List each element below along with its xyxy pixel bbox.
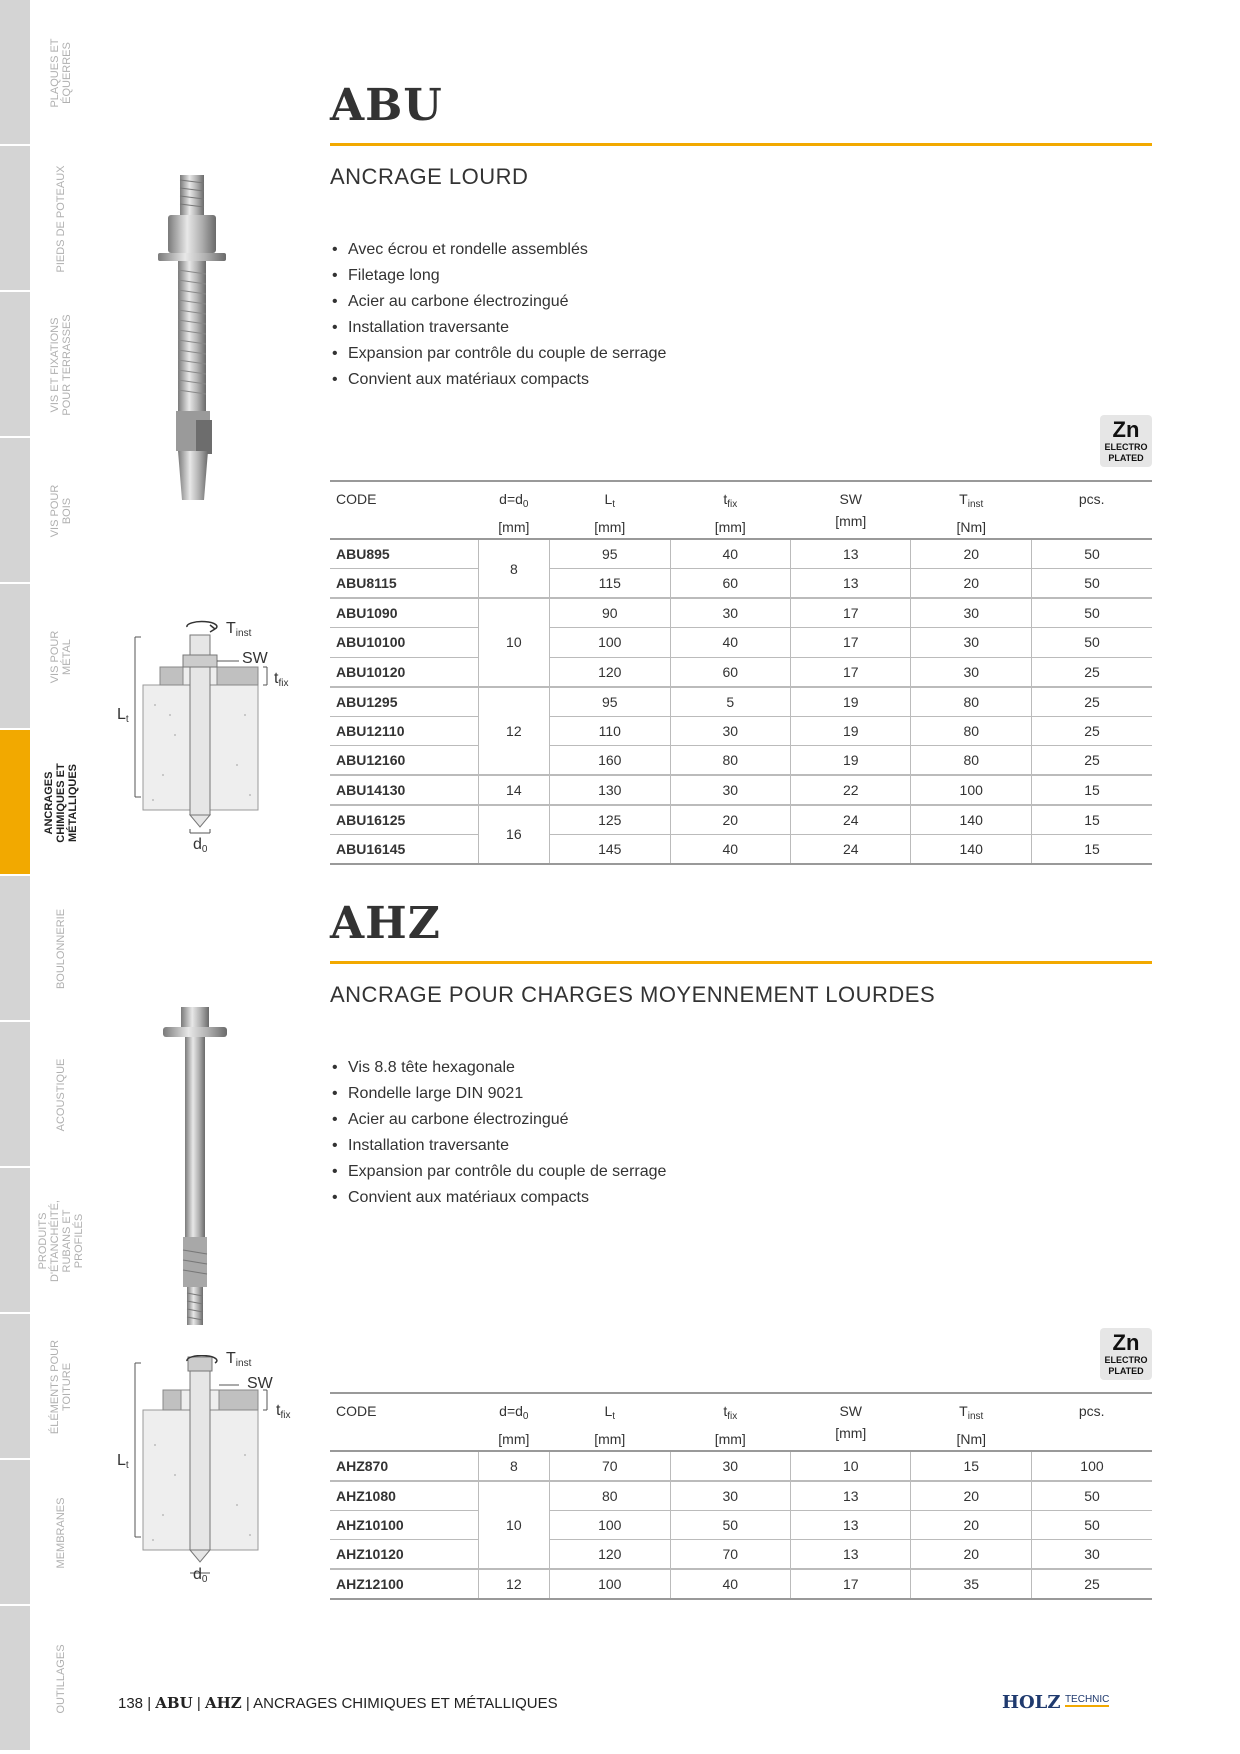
cell-diameter: 10 (478, 1481, 549, 1570)
col-length: $L_t$ [mm] (550, 1393, 670, 1451)
feature-item: • Convient aux matériaux compacts (330, 1185, 666, 1211)
cell-value: 100 (550, 1510, 670, 1540)
cell-value: 35 (911, 1569, 1031, 1599)
side-tab-bar[interactable] (0, 1460, 30, 1606)
cell-value: 30 (670, 1481, 790, 1511)
side-tab-label-line: D'ÉTANCHÉITÉ, (49, 1200, 61, 1282)
footer-section: ANCRAGES CHIMIQUES ET MÉTALLIQUES (253, 1695, 558, 1712)
cell-value: 40 (670, 1569, 790, 1599)
side-tab-label-line: VIS POUR (49, 630, 61, 684)
feature-item: • Installation traversante (330, 315, 666, 341)
footer-sep: | (196, 1695, 201, 1712)
cell-value: 130 (550, 775, 670, 805)
cell-value: 70 (550, 1451, 670, 1481)
col-tinst: $T_{inst}$ [Nm] (911, 481, 1031, 539)
footer-ahz: AHZ (204, 1694, 242, 1712)
cell-value: 50 (1031, 598, 1152, 628)
table-row (330, 716, 1152, 746)
cell-diameter: 10 (478, 598, 549, 687)
cell-value: 80 (911, 687, 1031, 717)
cell-value: 15 (1031, 834, 1152, 864)
cell-value: 50 (1031, 569, 1152, 599)
side-tab-label-line: TOITURE (61, 1362, 73, 1412)
col-pcs: pcs. (1031, 481, 1152, 539)
cell-code: AHZ870 (330, 1451, 478, 1481)
side-tab-label[interactable] (36, 452, 86, 570)
col-tfix: $t_{fix}$ [mm] (670, 1393, 790, 1451)
cell-value: 50 (1031, 539, 1152, 569)
cell-diameter: 8 (478, 1451, 549, 1481)
cell-value: 40 (670, 539, 790, 569)
cell-value: 13 (791, 1481, 911, 1511)
cell-value: 95 (550, 539, 670, 569)
side-tab-bar[interactable] (0, 146, 30, 292)
feature-item: • Rondelle large DIN 9021 (330, 1081, 666, 1107)
page-footer (118, 1694, 558, 1712)
feature-item: • Convient aux matériaux compacts (330, 367, 666, 393)
holz-technic-logo (1002, 1692, 1122, 1716)
side-tab-label-line: MÉTALLIQUES (67, 764, 79, 843)
side-tab-label[interactable] (36, 14, 86, 132)
cell-diameter: 12 (478, 1569, 549, 1599)
cell-value: 17 (791, 1569, 911, 1599)
side-tab-label-line: ÉLÉMENTS POUR (49, 1339, 61, 1435)
cell-value: 24 (791, 805, 911, 835)
cell-value: 19 (791, 746, 911, 776)
abu-diagram-tfix-label: $t_{fix}$ (274, 670, 289, 689)
cell-value: 90 (550, 598, 670, 628)
table-header-row (330, 1393, 1152, 1451)
table-row (330, 1510, 1152, 1540)
cell-value: 60 (670, 657, 790, 687)
side-tab-label[interactable] (36, 1620, 86, 1738)
side-tab-label-line: OUTILLAGES (55, 1644, 67, 1714)
cell-value: 95 (550, 687, 670, 717)
zn-symbol: Zn (1112, 417, 1140, 442)
side-tab-label[interactable] (36, 1036, 86, 1154)
cell-code: ABU1090 (330, 598, 478, 628)
cell-value: 115 (550, 569, 670, 599)
footer-sep: | (245, 1695, 250, 1712)
cell-value: 80 (550, 1481, 670, 1511)
side-tab-bar[interactable] (0, 876, 30, 1022)
side-tab-label-line: RUBANS ET PROFILÉS (61, 1209, 85, 1273)
cell-value: 30 (670, 598, 790, 628)
ahz-table (330, 1392, 1152, 1600)
cell-value: 10 (791, 1451, 911, 1481)
cell-value: 20 (911, 569, 1031, 599)
cell-code: ABU12110 (330, 716, 478, 746)
col-code: CODE (330, 1393, 478, 1451)
table-row (330, 687, 1152, 717)
cell-value: 100 (911, 775, 1031, 805)
side-tab-label-line: PRODUITS (37, 1212, 49, 1270)
ahz-title-rule (330, 961, 1152, 964)
ahz-title: AHZ (330, 898, 441, 949)
cell-code: ABU16145 (330, 834, 478, 864)
cell-value: 13 (791, 539, 911, 569)
cell-value: 30 (670, 775, 790, 805)
cell-value: 13 (791, 1540, 911, 1570)
cell-diameter: 16 (478, 805, 549, 864)
cell-value: 100 (550, 1569, 670, 1599)
cell-value: 20 (911, 539, 1031, 569)
ahz-diagram-sw-label: SW (247, 1375, 273, 1392)
abu-anchor-photo (150, 170, 240, 510)
abu-diagram-d0-label: $d_0$ (193, 836, 208, 855)
side-tab-label-line: PIEDS DE POTEAUX (55, 165, 67, 273)
side-tab-label[interactable] (36, 1182, 86, 1300)
cell-diameter: 12 (478, 687, 549, 776)
cell-value: 15 (1031, 775, 1152, 805)
cell-value: 19 (791, 716, 911, 746)
cell-value: 80 (670, 746, 790, 776)
feature-item: • Expansion par contrôle du couple de serrage (330, 341, 666, 367)
ahz-diagram-tinst-label: $T_{inst}$ (226, 1350, 252, 1369)
cell-code: ABU1295 (330, 687, 478, 717)
cell-code: AHZ10100 (330, 1510, 478, 1540)
abu-installation-diagram (115, 615, 295, 860)
side-tab-label-line: ÉQUERRES (61, 42, 73, 104)
abu-zn-badge (1100, 415, 1152, 467)
col-diameter: $d=d_0$ [mm] (478, 1393, 549, 1451)
zn-symbol: Zn (1112, 1330, 1140, 1355)
cell-value: 50 (1031, 628, 1152, 658)
cell-value: 30 (911, 657, 1031, 687)
cell-value: 25 (1031, 687, 1152, 717)
cell-value: 100 (550, 628, 670, 658)
cell-code: AHZ1080 (330, 1481, 478, 1511)
abu-diagram-tinst-label: $T_{inst}$ (226, 620, 252, 639)
side-tab-bar[interactable] (0, 0, 30, 146)
cell-value: 17 (791, 598, 911, 628)
ahz-diagram-d0-label: $d_0$ (193, 1566, 208, 1585)
cell-value: 25 (1031, 657, 1152, 687)
cell-value: 13 (791, 1510, 911, 1540)
table-row (330, 628, 1152, 658)
cell-value: 125 (550, 805, 670, 835)
cell-value: 17 (791, 657, 911, 687)
cell-code: ABU895 (330, 539, 478, 569)
cell-value: 70 (670, 1540, 790, 1570)
side-tab-label[interactable] (36, 160, 86, 278)
cell-value: 100 (1031, 1451, 1152, 1481)
feature-item: • Filetage long (330, 263, 666, 289)
cell-value: 20 (911, 1481, 1031, 1511)
side-tab-bar[interactable] (0, 292, 30, 438)
col-diameter: $d=d_0$ [mm] (478, 481, 549, 539)
side-tab-label-line: MEMBRANES (55, 1497, 67, 1569)
cell-value: 80 (911, 746, 1031, 776)
cell-value: 25 (1031, 716, 1152, 746)
abu-diagram-lt-label: $L_t$ (117, 706, 129, 725)
cell-value: 25 (1031, 1569, 1152, 1599)
side-tab-bar[interactable] (0, 1022, 30, 1168)
cell-code: ABU16125 (330, 805, 478, 835)
cell-code: ABU12160 (330, 746, 478, 776)
cell-value: 5 (670, 687, 790, 717)
ahz-anchor-photo (155, 1005, 235, 1335)
table-row (330, 598, 1152, 628)
abu-feature-list (330, 237, 666, 393)
side-tab-label[interactable] (36, 890, 86, 1008)
side-tab-bar[interactable] (0, 1314, 30, 1460)
feature-item: • Expansion par contrôle du couple de serrage (330, 1159, 666, 1185)
table-row (330, 1540, 1152, 1570)
cell-value: 17 (791, 628, 911, 658)
abu-table (330, 480, 1152, 865)
cell-value: 30 (1031, 1540, 1152, 1570)
ahz-feature-list (330, 1055, 666, 1211)
cell-value: 24 (791, 834, 911, 864)
cell-value: 160 (550, 746, 670, 776)
side-tab-label[interactable] (36, 744, 86, 862)
side-tab-label[interactable] (36, 1328, 86, 1446)
side-tab-label[interactable] (36, 1474, 86, 1592)
table-row (330, 746, 1152, 776)
table-header-row (330, 481, 1152, 539)
abu-subtitle: ANCRAGE LOURD (330, 164, 529, 189)
side-tab-label-line: POUR TERRASSES (61, 314, 73, 416)
cell-value: 50 (1031, 1481, 1152, 1511)
zn-plated: PLATED (1108, 453, 1144, 463)
cell-value: 40 (670, 628, 790, 658)
cell-value: 19 (791, 687, 911, 717)
side-tab-label-line: MÉTAL (61, 639, 73, 675)
cell-code: AHZ10120 (330, 1540, 478, 1570)
side-tab-label[interactable] (36, 306, 86, 424)
cell-value: 25 (1031, 746, 1152, 776)
side-tab-bar[interactable] (0, 1606, 30, 1752)
cell-value: 145 (550, 834, 670, 864)
cell-value: 50 (1031, 1510, 1152, 1540)
side-tab-label-line: BOIS (61, 497, 73, 525)
cell-value: 60 (670, 569, 790, 599)
cell-value: 30 (911, 628, 1031, 658)
table-row (330, 805, 1152, 835)
side-tab-label-line: BOULONNERIE (55, 908, 67, 990)
side-tab-bar[interactable] (0, 730, 30, 876)
cell-value: 20 (911, 1540, 1031, 1570)
ahz-diagram-lt-label: $L_t$ (117, 1452, 129, 1471)
side-tab-bar[interactable] (0, 584, 30, 730)
cell-code: ABU14130 (330, 775, 478, 805)
table-row (330, 657, 1152, 687)
cell-value: 110 (550, 716, 670, 746)
cell-value: 30 (670, 716, 790, 746)
page-number: 138 (118, 1695, 144, 1712)
abu-title: ABU (330, 80, 443, 131)
logo-sub: TECHNIC (1064, 1694, 1110, 1705)
abu-title-rule (330, 143, 1152, 146)
cell-code: ABU8115 (330, 569, 478, 599)
ahz-zn-badge (1100, 1328, 1152, 1380)
footer-abu: ABU (155, 1694, 193, 1712)
feature-item: • Avec écrou et rondelle assemblés (330, 237, 666, 263)
table-row (330, 1451, 1152, 1481)
side-tab-bar[interactable] (0, 1168, 30, 1314)
ahz-subtitle: ANCRAGE POUR CHARGES MOYENNEMENT LOURDES (330, 982, 936, 1007)
cell-value: 120 (550, 657, 670, 687)
cell-value: 140 (911, 805, 1031, 835)
side-tab-label[interactable] (36, 598, 86, 716)
zn-electro: ELECTRO (1104, 442, 1148, 452)
zn-electro: ELECTRO (1104, 1355, 1148, 1365)
ahz-diagram-tfix-label: $t_{fix}$ (276, 1402, 291, 1421)
side-tab-label-line: ANCRAGES (43, 771, 55, 835)
cell-value: 40 (670, 834, 790, 864)
feature-item: • Installation traversante (330, 1133, 666, 1159)
col-sw: SW [mm] (791, 1393, 911, 1451)
side-tab-label-line: PLAQUES ET (49, 38, 61, 108)
footer-sep: | (147, 1695, 152, 1712)
table-row (330, 775, 1152, 805)
cell-value: 30 (670, 1451, 790, 1481)
col-length: $L_t$ [mm] (550, 481, 670, 539)
table-row (330, 1569, 1152, 1599)
side-tab-label-line: VIS POUR (49, 484, 61, 538)
side-tab-bar[interactable] (0, 438, 30, 584)
col-tinst: $T_{inst}$ [Nm] (911, 1393, 1031, 1451)
cell-value: 80 (911, 716, 1031, 746)
cell-value: 13 (791, 569, 911, 599)
col-sw: SW [mm] (791, 481, 911, 539)
col-code: CODE (330, 481, 478, 539)
cell-value: 140 (911, 834, 1031, 864)
side-tab-label-line: ACOUSTIQUE (55, 1058, 67, 1132)
table-row (330, 539, 1152, 569)
feature-item: • Vis 8.8 tête hexagonale (330, 1055, 666, 1081)
cell-value: 50 (670, 1510, 790, 1540)
cell-value: 30 (911, 598, 1031, 628)
table-row (330, 569, 1152, 599)
cell-code: ABU10120 (330, 657, 478, 687)
cell-value: 20 (670, 805, 790, 835)
col-pcs: pcs. (1031, 1393, 1152, 1451)
cell-value: 20 (911, 1510, 1031, 1540)
zn-plated: PLATED (1108, 1366, 1144, 1376)
table-row (330, 834, 1152, 864)
feature-item: • Acier au carbone électrozingué (330, 1107, 666, 1133)
table-row (330, 1481, 1152, 1511)
side-tab-label-line: VIS ET FIXATIONS (49, 317, 61, 413)
cell-value: 120 (550, 1540, 670, 1570)
side-tab-label-line: CHIMIQUES ET (55, 763, 67, 843)
cell-diameter: 14 (478, 775, 549, 805)
logo-main: HOLZ (1002, 1692, 1061, 1713)
cell-value: 15 (911, 1451, 1031, 1481)
cell-code: ABU10100 (330, 628, 478, 658)
col-tfix: $t_{fix}$ [mm] (670, 481, 790, 539)
cell-code: AHZ12100 (330, 1569, 478, 1599)
cell-diameter: 8 (478, 539, 549, 598)
cell-value: 22 (791, 775, 911, 805)
abu-diagram-sw-label: SW (242, 650, 268, 667)
cell-value: 15 (1031, 805, 1152, 835)
feature-item: • Acier au carbone électrozingué (330, 289, 666, 315)
